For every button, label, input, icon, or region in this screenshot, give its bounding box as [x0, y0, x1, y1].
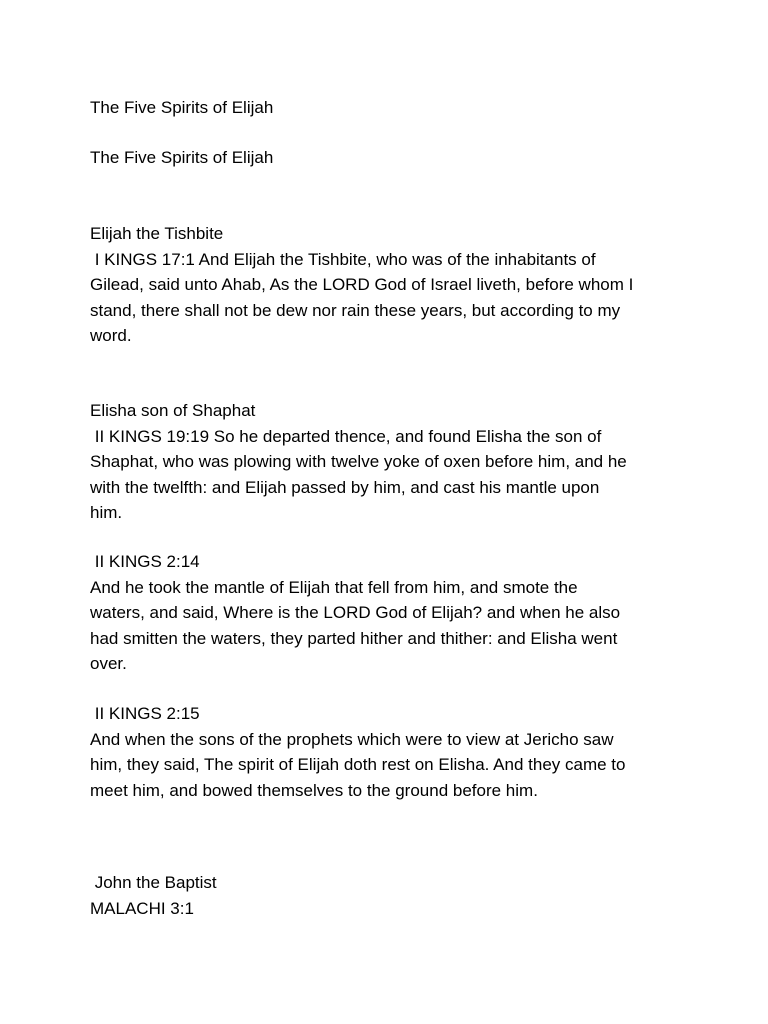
text-line: II KINGS 19:19 So he departed thence, and found Elisha the son of — [90, 426, 602, 446]
text-line: had smitten the waters, they parted hither and thither: and Elisha went — [90, 628, 618, 648]
text-line: him. — [90, 503, 123, 522]
text-line: meet him, and bowed themselves to the ground before him. — [90, 780, 538, 800]
text-line: Shaphat, who was plowing with twelve yoke of oxen before him, and he — [90, 452, 627, 471]
section-elijah-tishbite — [90, 221, 690, 349]
document-subtitle: The Five Spirits of Elijah — [90, 148, 274, 167]
scripture-reference: II KINGS 2:14 — [90, 552, 200, 571]
section-kings-2-14 — [90, 549, 690, 677]
section-heading: John the Baptist — [90, 873, 217, 892]
text-line: with the twelfth: and Elijah passed by him, and cast his mantle upon — [90, 477, 600, 497]
section-elisha-shaphat — [90, 398, 690, 526]
section-heading: Elijah the Tishbite — [90, 224, 224, 243]
section-heading: Elisha son of Shaphat — [90, 401, 256, 420]
text-line: word. — [90, 326, 132, 345]
text-line: And he took the mantle of Elijah that fell from him, and smote the — [90, 577, 578, 597]
section-kings-2-15 — [90, 701, 690, 803]
text-line: And when the sons of the prophets which were to view at Jericho saw — [90, 729, 614, 749]
text-line: Gilead, said unto Ahab, As the LORD God of Israel liveth, before whom I — [90, 275, 634, 294]
scripture-reference: II KINGS 2:15 — [90, 704, 200, 723]
text-line: waters, and said, Where is the LORD God of Elijah? and when he also — [90, 603, 621, 622]
section-john-baptist — [90, 870, 690, 921]
document-title: The Five Spirits of Elijah — [90, 98, 274, 117]
text-line: him, they said, The spirit of Elijah doth rest on Elisha. And they came to — [90, 755, 626, 774]
text-line: over. — [90, 654, 127, 673]
text-line: stand, there shall not be dew nor rain these years, but according to my — [90, 300, 621, 320]
scripture-reference: MALACHI 3:1 — [90, 898, 194, 918]
text-line: I KINGS 17:1 And Elijah the Tishbite, who was of the inhabitants of — [90, 249, 596, 269]
